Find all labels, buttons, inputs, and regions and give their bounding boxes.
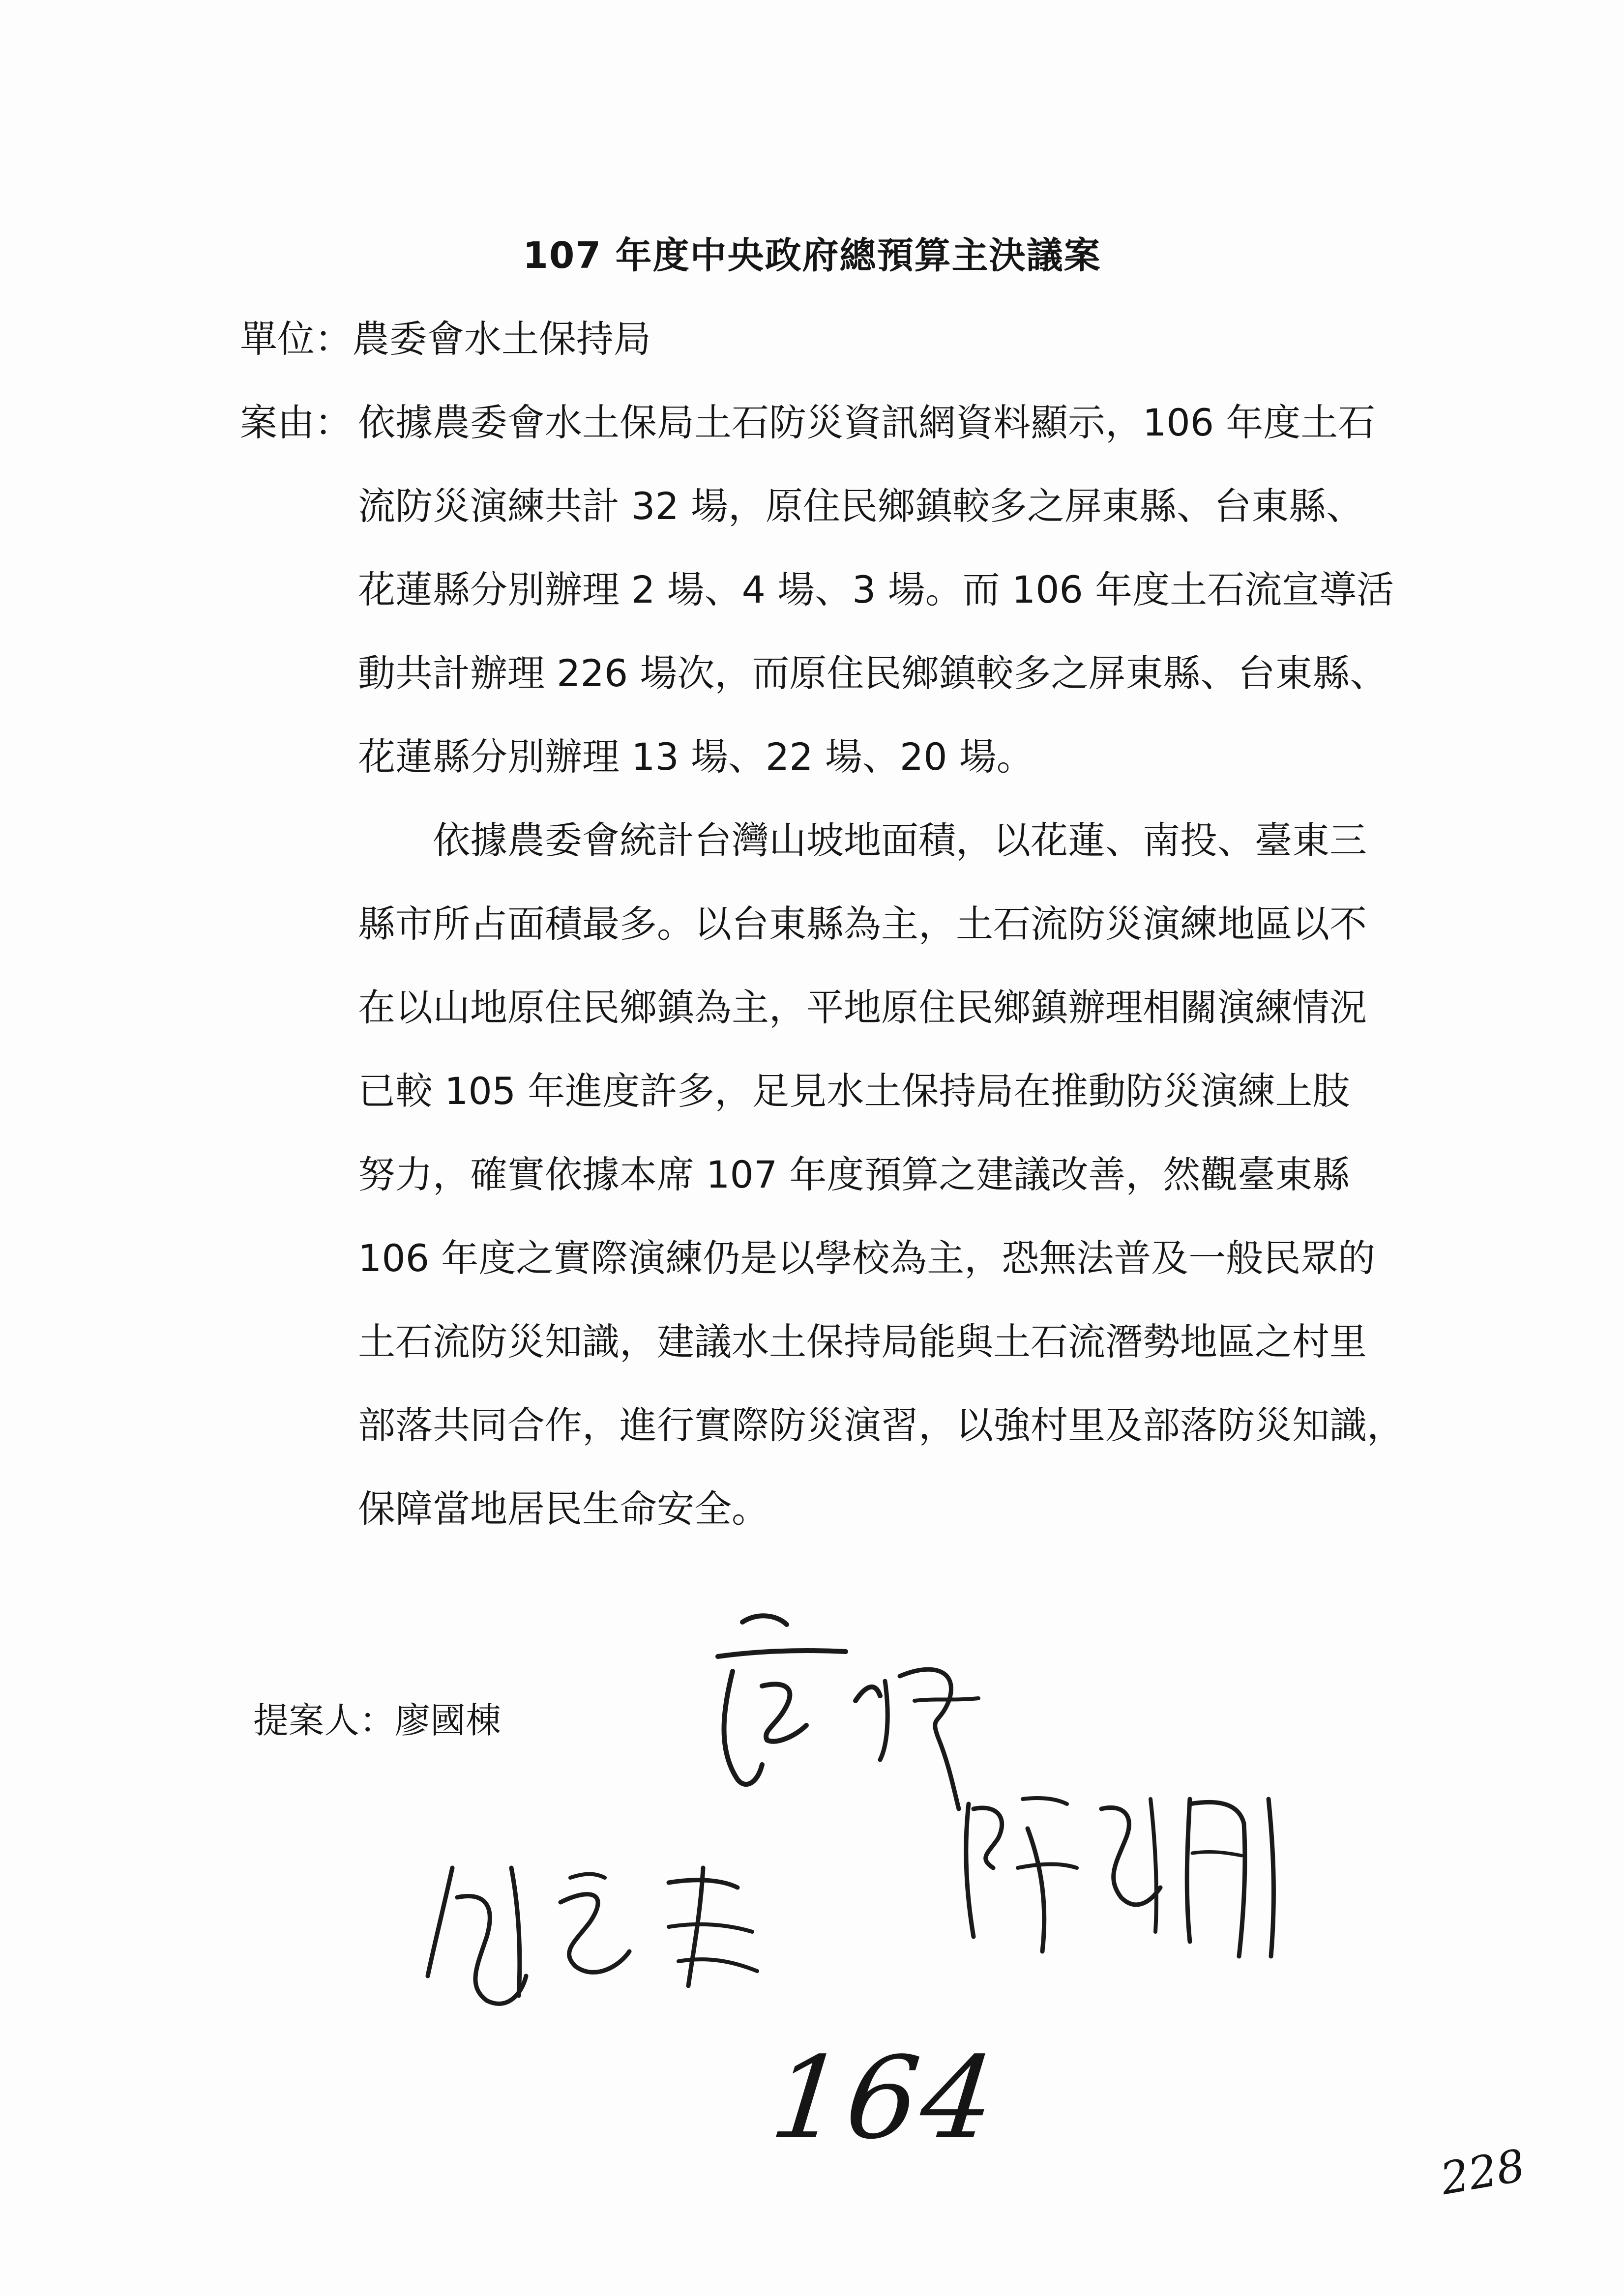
- case-paragraph-2-line: 縣市所占面積最多。以台東縣為主，土石流防災演練地區以不: [358, 902, 1367, 946]
- case-paragraph-2-line: 保障當地居民生命安全。: [358, 1487, 769, 1531]
- unit-line: 單位：農委會水土保持局: [240, 317, 651, 361]
- case-paragraph-1-line: 依據農委會水土保局土石防災資訊網資料顯示，106 年度土石: [358, 401, 1376, 444]
- case-paragraph-2-line: 在以山地原住民鄉鎮為主，平地原住民鄉鎮辦理相關演練情況: [358, 986, 1367, 1029]
- handwritten-signature: [413, 1838, 797, 2025]
- case-paragraph-1-line: 花蓮縣分別辦理 2 場、4 場、3 場。而 106 年度土石流宣導活: [358, 568, 1394, 611]
- document-title: 107 年度中央政府總預算主決議案: [523, 234, 1101, 277]
- case-paragraph-2-line: 努力，確實依據本席 107 年度預算之建議改善，然觀臺東縣: [358, 1153, 1350, 1196]
- case-paragraph-1-line: 流防災演練共計 32 場，原住民鄉鎮較多之屏東縣、台東縣、: [358, 484, 1364, 528]
- handwritten-signature: [944, 1770, 1318, 1976]
- proposer-line: 提案人：廖國棟: [253, 1700, 502, 1741]
- case-paragraph-2-line: 土石流防災知識，建議水土保持局能與土石流潛勢地區之村里: [358, 1320, 1367, 1364]
- file-number: 228: [1437, 2139, 1529, 2206]
- case-paragraph-2-line: 依據農委會統計台灣山坡地面積，以花蓮、南投、臺東三: [433, 818, 1367, 862]
- case-paragraph-2-line: 部落共同合作，進行實際防災演習，以強村里及部落防災知識，: [358, 1403, 1404, 1447]
- case-label: 案由：: [240, 401, 352, 444]
- case-paragraph-1-line: 動共計辦理 226 場次，而原住民鄉鎮較多之屏東縣、台東縣、: [358, 651, 1388, 695]
- case-paragraph-1-line: 花蓮縣分別辦理 13 場、22 場、20 場。: [358, 735, 1034, 779]
- case-paragraph-2-line: 已較 105 年進度許多，足見水土保持局在推動防災演練上肢: [358, 1069, 1350, 1113]
- case-paragraph-2-line: 106 年度之實際演練仍是以學校為主，恐無法普及一般民眾的: [358, 1236, 1376, 1280]
- page-number: 164: [765, 2033, 1004, 2164]
